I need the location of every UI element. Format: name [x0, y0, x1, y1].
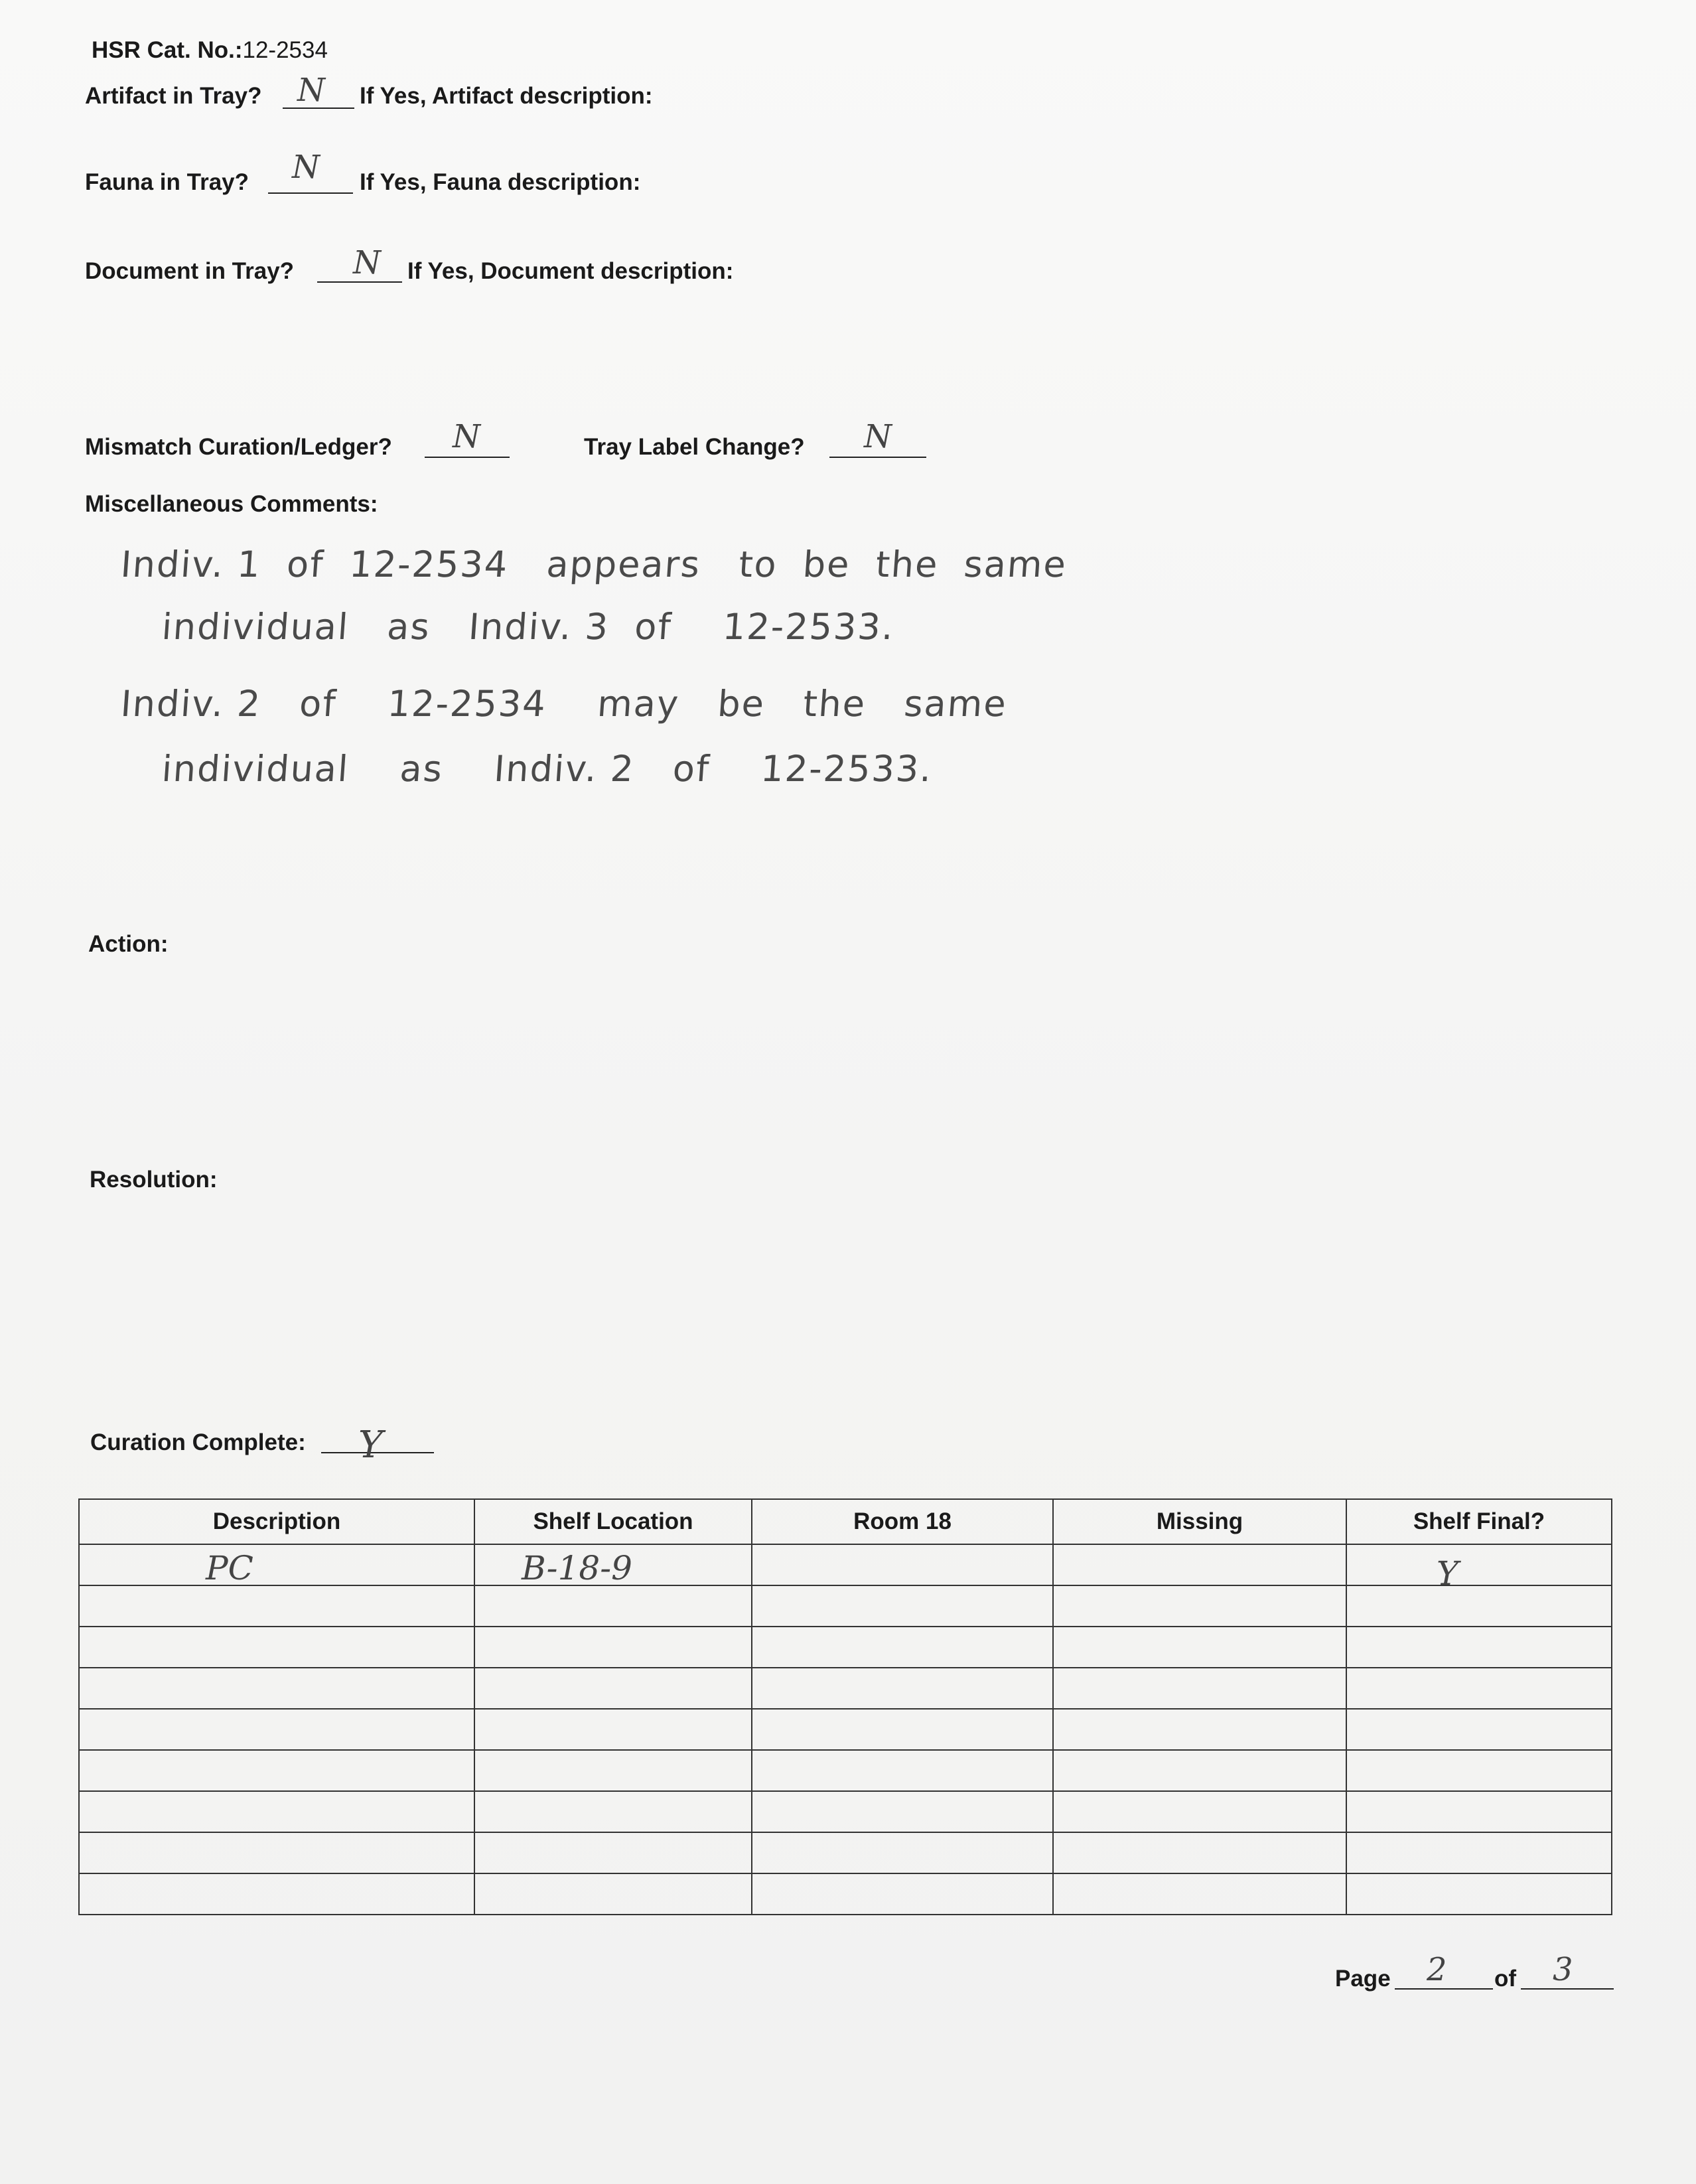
table-cell-shelf-final[interactable]	[1346, 1585, 1612, 1627]
tray-label-change-blank[interactable]	[829, 457, 926, 458]
table-cell-shelf-location[interactable]	[474, 1668, 752, 1709]
table-cell-room-18[interactable]	[752, 1544, 1053, 1585]
fauna-desc-label: If Yes, Fauna description:	[360, 169, 641, 195]
table-row	[79, 1627, 1612, 1668]
table-cell-room-18[interactable]	[752, 1668, 1053, 1709]
table-cell-missing[interactable]	[1053, 1832, 1346, 1873]
artifact-label: Artifact in Tray?	[85, 83, 262, 109]
table-cell-shelf-location[interactable]	[474, 1709, 752, 1750]
table-cell-missing[interactable]	[1053, 1709, 1346, 1750]
table-row	[79, 1832, 1612, 1873]
mismatch-label: Mismatch Curation/Ledger?	[85, 434, 392, 460]
table-cell-description[interactable]	[79, 1750, 474, 1791]
table-row	[79, 1750, 1612, 1791]
tray-label-change-label: Tray Label Change?	[584, 434, 805, 460]
table-cell-shelf-location[interactable]	[474, 1791, 752, 1832]
mismatch-value: N	[453, 418, 480, 455]
header-missing: Missing	[1053, 1499, 1346, 1544]
comment-line: Indiv. 1 of 12-2534 appears to be the same	[119, 544, 1069, 585]
table-cell-missing[interactable]	[1053, 1873, 1346, 1915]
table-cell-shelf-location[interactable]	[474, 1832, 752, 1873]
table-row	[79, 1873, 1612, 1915]
of-label: of	[1494, 1966, 1517, 1992]
curation-complete-label: Curation Complete:	[90, 1429, 306, 1455]
table-cell-missing[interactable]	[1053, 1791, 1346, 1832]
tray-label-change-value: N	[864, 418, 892, 455]
table-cell-description[interactable]	[79, 1668, 474, 1709]
table-cell-shelf-location[interactable]	[474, 1585, 752, 1627]
table-cell-room-18[interactable]	[752, 1627, 1053, 1668]
table-cell-description[interactable]	[79, 1873, 474, 1915]
page-blank[interactable]	[1395, 1988, 1493, 1990]
comment-line: individual as Indiv. 3 of 12-2533.	[160, 606, 896, 648]
table-cell-shelf-final[interactable]	[1346, 1791, 1612, 1832]
table-cell-room-18[interactable]	[752, 1832, 1053, 1873]
mismatch-blank[interactable]	[425, 457, 510, 458]
table-row	[79, 1709, 1612, 1750]
table-cell-room-18[interactable]	[752, 1873, 1053, 1915]
comment-line: Indiv. 2 of 12-2534 may be the same	[119, 683, 1009, 725]
document-label: Document in Tray?	[85, 258, 295, 284]
table-row	[79, 1585, 1612, 1627]
table-cell-room-18[interactable]	[752, 1750, 1053, 1791]
table-cell-shelf-location[interactable]	[474, 1544, 752, 1585]
table-cell-room-18[interactable]	[752, 1585, 1053, 1627]
table-cell-missing[interactable]	[1053, 1668, 1346, 1709]
header-shelf-location: Shelf Location	[474, 1499, 752, 1544]
fauna-value: N	[292, 149, 320, 186]
total-value: 3	[1553, 1951, 1573, 1988]
table-row	[79, 1544, 1612, 1585]
table-cell-missing[interactable]	[1053, 1627, 1346, 1668]
cat-no-label: HSR Cat. No.:	[92, 37, 243, 63]
table-cell-shelf-final[interactable]	[1346, 1832, 1612, 1873]
header-room-18: Room 18	[752, 1499, 1053, 1544]
table-cell-description[interactable]	[79, 1585, 474, 1627]
table-cell-description[interactable]	[79, 1791, 474, 1832]
table-cell-shelf-final[interactable]	[1346, 1873, 1612, 1915]
artifact-desc-label: If Yes, Artifact description:	[360, 83, 653, 109]
fauna-label: Fauna in Tray?	[85, 169, 249, 195]
cell-value: PC	[206, 1549, 253, 1587]
misc-comments-label: Miscellaneous Comments:	[85, 491, 378, 517]
table-cell-shelf-final[interactable]	[1346, 1627, 1612, 1668]
table-cell-missing[interactable]	[1053, 1544, 1346, 1585]
cat-no-field	[92, 38, 328, 62]
cat-no-value: 12-2534	[242, 37, 328, 63]
page-value: 2	[1427, 1951, 1447, 1988]
table-cell-shelf-final[interactable]	[1346, 1668, 1612, 1709]
document-value: N	[353, 244, 381, 281]
curation-complete-value: Y	[358, 1423, 383, 1467]
table-cell-shelf-location[interactable]	[474, 1627, 752, 1668]
header-shelf-final: Shelf Final?	[1346, 1499, 1612, 1544]
table-row	[79, 1791, 1612, 1832]
table-cell-room-18[interactable]	[752, 1709, 1053, 1750]
table-cell-description[interactable]	[79, 1709, 474, 1750]
table-cell-shelf-final[interactable]	[1346, 1750, 1612, 1791]
action-label: Action:	[88, 931, 169, 957]
table-cell-room-18[interactable]	[752, 1791, 1053, 1832]
table-row	[79, 1668, 1612, 1709]
total-blank[interactable]	[1521, 1988, 1614, 1990]
table-cell-shelf-location[interactable]	[474, 1873, 752, 1915]
cell-value: B-18-9	[522, 1549, 632, 1587]
artifact-value: N	[297, 72, 325, 109]
fauna-blank[interactable]	[268, 192, 353, 194]
table-cell-description[interactable]	[79, 1544, 474, 1585]
document-desc-label: If Yes, Document description:	[407, 258, 734, 284]
table-cell-shelf-final[interactable]	[1346, 1544, 1612, 1593]
table-cell-missing[interactable]	[1053, 1750, 1346, 1791]
table-cell-shelf-location[interactable]	[474, 1750, 752, 1791]
header-description: Description	[79, 1499, 474, 1544]
table-cell-shelf-final[interactable]	[1346, 1709, 1612, 1750]
table-header-row	[79, 1499, 1612, 1544]
page-label: Page	[1335, 1966, 1391, 1992]
resolution-label: Resolution:	[90, 1167, 218, 1193]
cell-value: Y	[1437, 1554, 1459, 1593]
table-cell-description[interactable]	[79, 1627, 474, 1668]
document-blank[interactable]	[317, 281, 402, 283]
comment-line: individual as Indiv. 2 of 12-2533.	[160, 748, 934, 790]
curation-table	[78, 1498, 1612, 1915]
table-cell-description[interactable]	[79, 1832, 474, 1873]
table-cell-missing[interactable]	[1053, 1585, 1346, 1627]
